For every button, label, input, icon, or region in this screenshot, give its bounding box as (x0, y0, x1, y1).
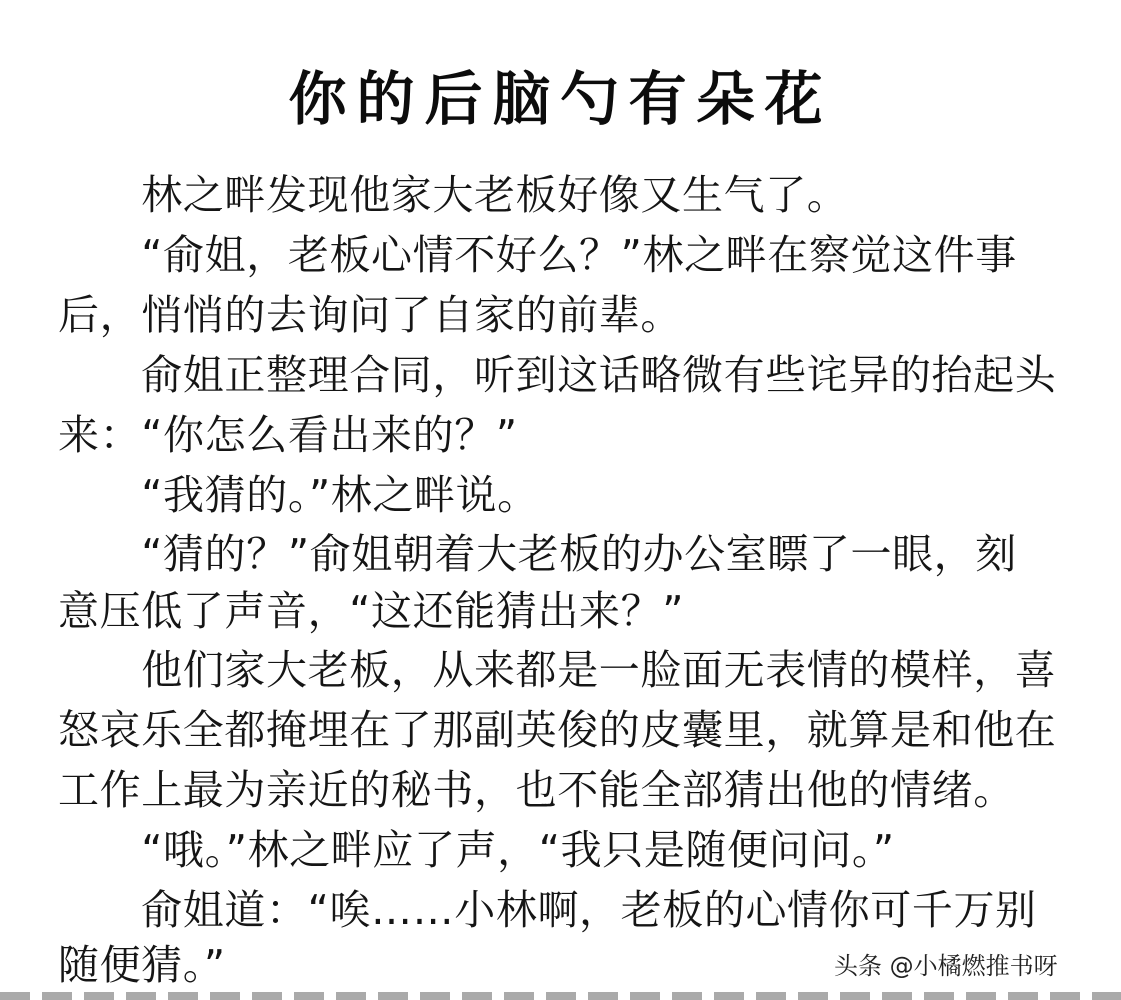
text-line: “哦。”林之畔应了声，“我只是随便问问。” (58, 826, 895, 874)
text-line: “俞姐，老板心情不好么？”林之畔在察觉这件事 (58, 231, 1017, 279)
text-line: 俞姐道：“唉……小林啊，老板的心情你可千万别 (58, 886, 1037, 934)
text-line: 后，悄悄的去询问了自家的前辈。 (58, 291, 682, 339)
text-line: 工作上最为亲近的秘书，也不能全部猜出他的情绪。 (58, 766, 1015, 814)
text-line: “猜的？”俞姐朝着大老板的办公室瞟了一眼，刻 (58, 530, 1017, 578)
text-line: 林之畔发现他家大老板好像又生气了。 (58, 171, 849, 219)
article-title: 你的后脑勺有朵花 (288, 65, 833, 133)
text-line: 随便猜。” (58, 941, 226, 989)
text-line: 来：“你怎么看出来的？” (58, 411, 518, 459)
text-line: 怒哀乐全都掩埋在了那副英俊的皮囊里，就算是和他在 (58, 706, 1057, 754)
text-line: 他们家大老板，从来都是一脸面无表情的模样，喜 (58, 646, 1057, 694)
text-line: 俞姐正整理合同，听到这话略微有些诧异的抬起头 (58, 351, 1057, 399)
text-line: 意压低了声音，“这还能猜出来？” (58, 587, 685, 635)
text-line: “我猜的。”林之畔说。 (58, 471, 539, 519)
watermark: 头条 @小橘燃推书呀 (834, 952, 1058, 980)
cut-off-next-line (0, 992, 1121, 1000)
